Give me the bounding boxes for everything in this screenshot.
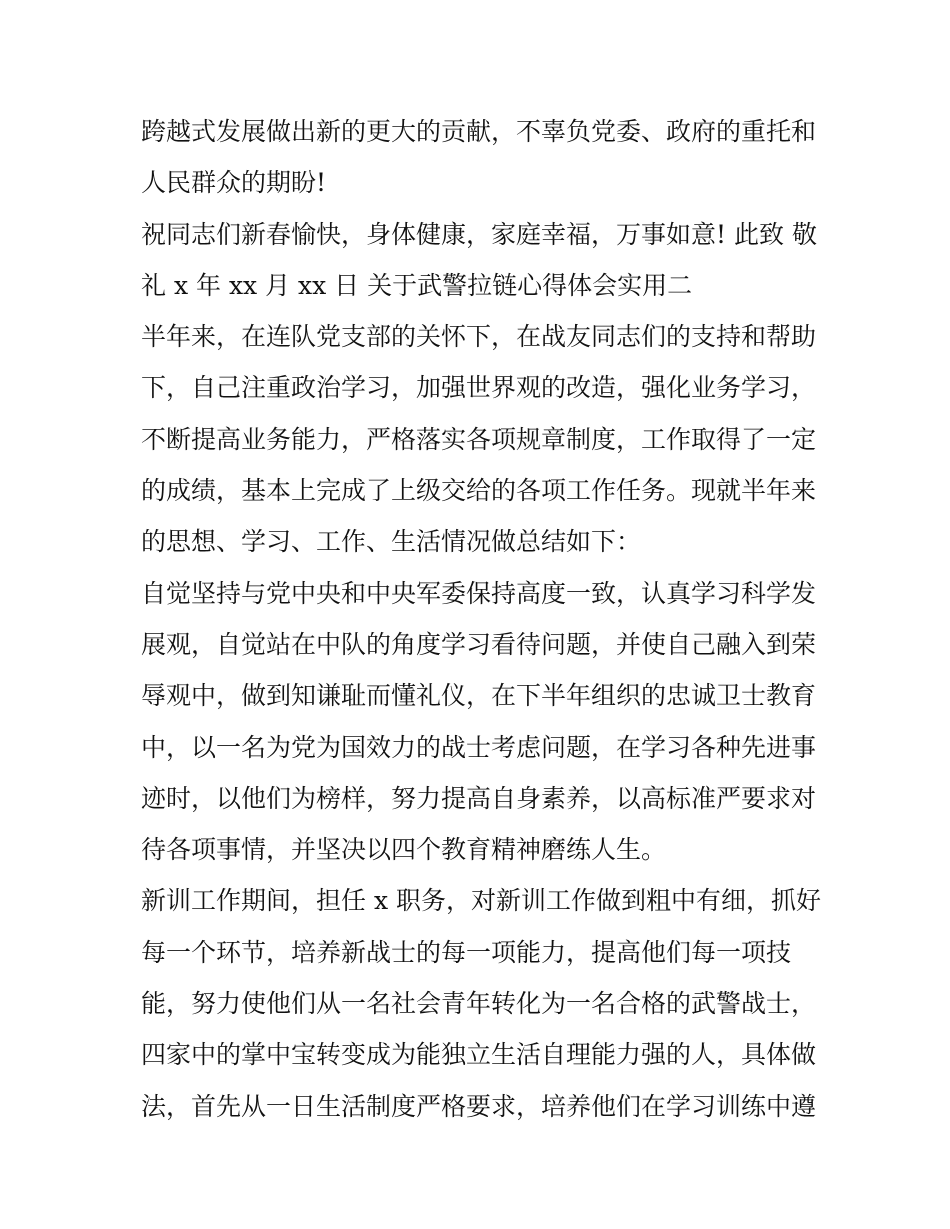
- text-line: 辱观中，做到知谦耻而懂礼仪，在下半年组织的忠诚卫士教育: [141, 681, 817, 711]
- text-line: 半年来，在连队党支部的关怀下，在战友同志们的支持和帮助: [141, 322, 817, 352]
- text-line: 能，努力使他们从一名社会青年转化为一名合格的武警战士，: [141, 989, 817, 1019]
- text-line: 祝同志们新春愉快，身体健康，家庭幸福，万事如意! 此致 敬: [141, 219, 817, 249]
- text-line: 展观，自觉站在中队的角度学习看待问题，并使自己融入到荣: [141, 629, 817, 659]
- text-line: 礼 x 年 xx 月 xx 日 关于武警拉链心得体会实用二: [141, 270, 693, 300]
- text-line: 每一个环节，培养新战士的每一项能力，提高他们每一项技: [141, 937, 792, 967]
- text-line: 人民群众的期盼!: [141, 168, 327, 198]
- text-line: 四家中的掌中宝转变成为能独立生活自理能力强的人，具体做: [141, 1040, 817, 1070]
- text-line: 不断提高业务能力，严格落实各项规章制度，工作取得了一定: [141, 424, 817, 454]
- text-line: 待各项事情，并坚决以四个教育精神磨练人生。: [141, 835, 667, 865]
- text-line: 迹时，以他们为榜样，努力提高自身素养，以高标准严要求对: [141, 783, 817, 813]
- text-line: 下，自己注重政治学习，加强世界观的改造，强化业务学习，: [141, 373, 817, 403]
- text-line: 法，首先从一日生活制度严格要求，培养他们在学习训练中遵: [141, 1091, 817, 1121]
- text-line: 跨越式发展做出新的更大的贡献，不辜负党委、政府的重托和: [141, 117, 817, 146]
- text-line: 的成绩，基本上完成了上级交给的各项工作任务。现就半年来: [141, 476, 817, 506]
- text-line: 自觉坚持与党中央和中央军委保持高度一致，认真学习科学发: [141, 578, 817, 608]
- text-line: 的思想、学习、工作、生活情况做总结如下：: [141, 527, 642, 557]
- document-body: [141, 106, 821, 1132]
- text-line: 新训工作期间，担任 x 职务，对新训工作做到粗中有细，抓好: [141, 886, 821, 916]
- text-line: 中，以一名为党为国效力的战士考虑问题，在学习各种先进事: [141, 732, 817, 762]
